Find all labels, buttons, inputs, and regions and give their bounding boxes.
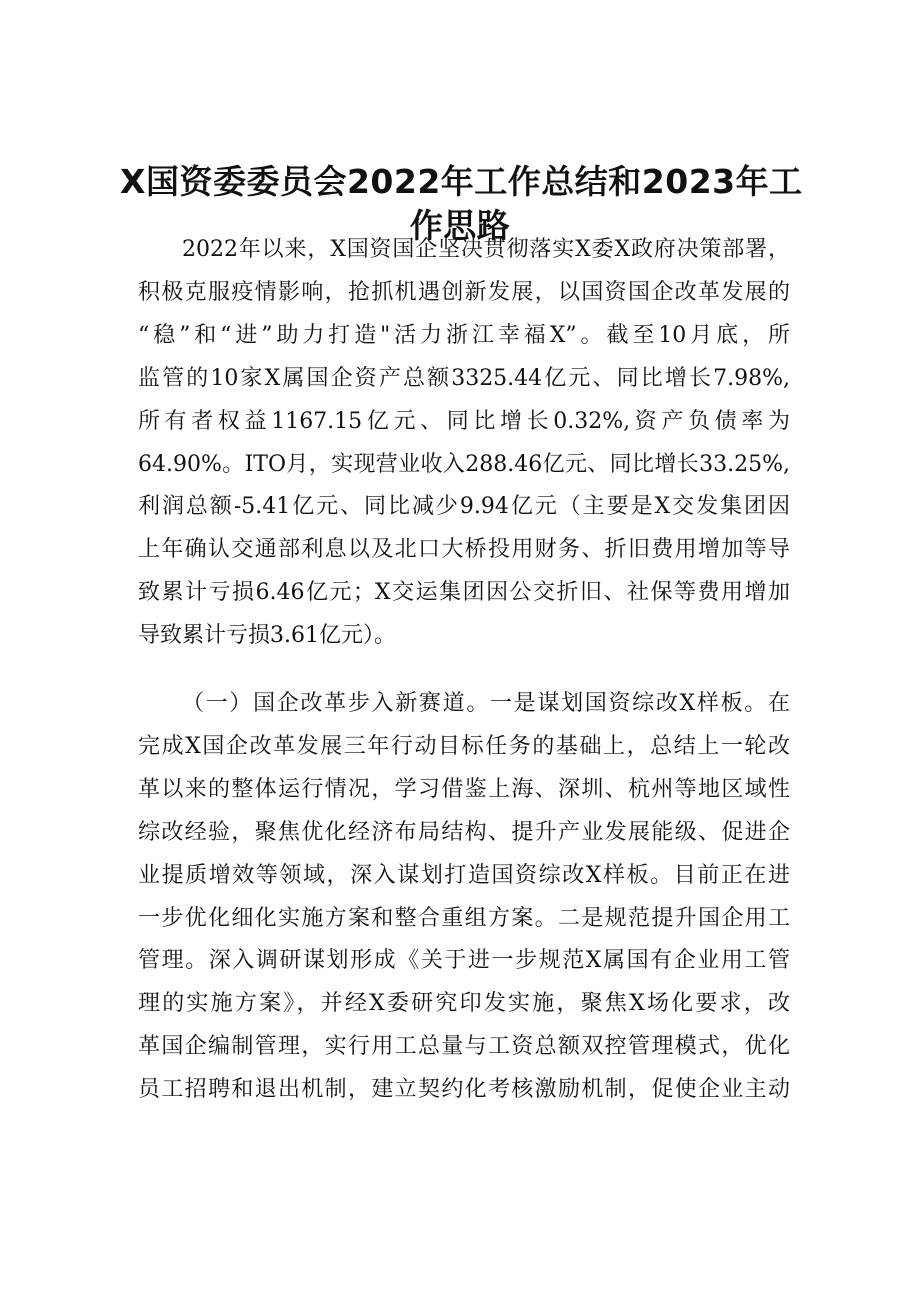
paragraph-line: 革以来的整体运行情况，学习借鉴上海、深圳、杭州等地区域性 [138, 776, 790, 802]
paragraph-summary [138, 229, 790, 658]
paragraph-line: 所有者权益1167.15亿元、同比增长0.32%,资产负债率为 [138, 408, 790, 434]
paragraph-line: 一步优化细化实施方案和整合重组方案。二是规范提升国企用工 [138, 905, 790, 931]
title-line: 作思路 [409, 206, 511, 245]
paragraph-section-one [138, 683, 790, 1112]
paragraph-line: 上年确认交通部利息以及北口大桥投用财务、折旧费用增加等导 [138, 537, 790, 563]
title-line: X国资委委员会2022年工作总结和2023年工 [120, 162, 803, 201]
paragraph-line: 综改经验，聚焦优化经济布局结构、提升产业发展能级、促进企 [138, 819, 790, 845]
paragraph-line: 64.90%。ITO月，实现营业收入288.46亿元、同比增长33.25%, [138, 451, 790, 477]
paragraph-line: 理的实施方案》，并经X委研究印发实施，聚焦X场化要求，改 [138, 991, 790, 1017]
paragraph-line: “稳”和“进”助力打造"活力浙江幸福X”。截至10月底，所 [138, 322, 790, 348]
paragraph-line: 导致累计亏损3.61亿元）。 [138, 623, 396, 649]
paragraph-line: 监管的10家X属国企资产总额3325.44亿元、同比增长7.98%, [138, 365, 790, 391]
paragraph-line: 革国企编制管理，实行用工总量与工资总额双控管理模式，优化 [138, 1034, 790, 1060]
paragraph-line: 2022年以来，X国资国企坚决贯彻落实X委X政府决策部署， [182, 237, 790, 262]
paragraph-line: 积极克服疫情影响，抢抓机遇创新发展，以国资国企改革发展的 [138, 279, 790, 305]
paragraph-line: 业提质增效等领域，深入谋划打造国资综改X样板。目前正在进 [138, 862, 790, 888]
paragraph-line: （一）国企改革步入新赛道。一是谋划国资综改X样板。在 [182, 691, 790, 716]
paragraph-line: 管理。深入调研谋划形成《关于进一步规范X属国有企业用工管 [138, 948, 790, 974]
paragraph-line: 致累计亏损6.46亿元；X交运集团因公交折旧、社保等费用增加 [138, 580, 790, 606]
paragraph-line: 利润总额-5.41亿元、同比减少9.94亿元（主要是X交发集团因 [138, 494, 790, 520]
paragraph-line: 员工招聘和退出机制，建立契约化考核激励机制，促使企业主动 [138, 1077, 790, 1103]
paragraph-line: 完成X国企改革发展三年行动目标任务的基础上，总结上一轮改 [138, 733, 790, 759]
